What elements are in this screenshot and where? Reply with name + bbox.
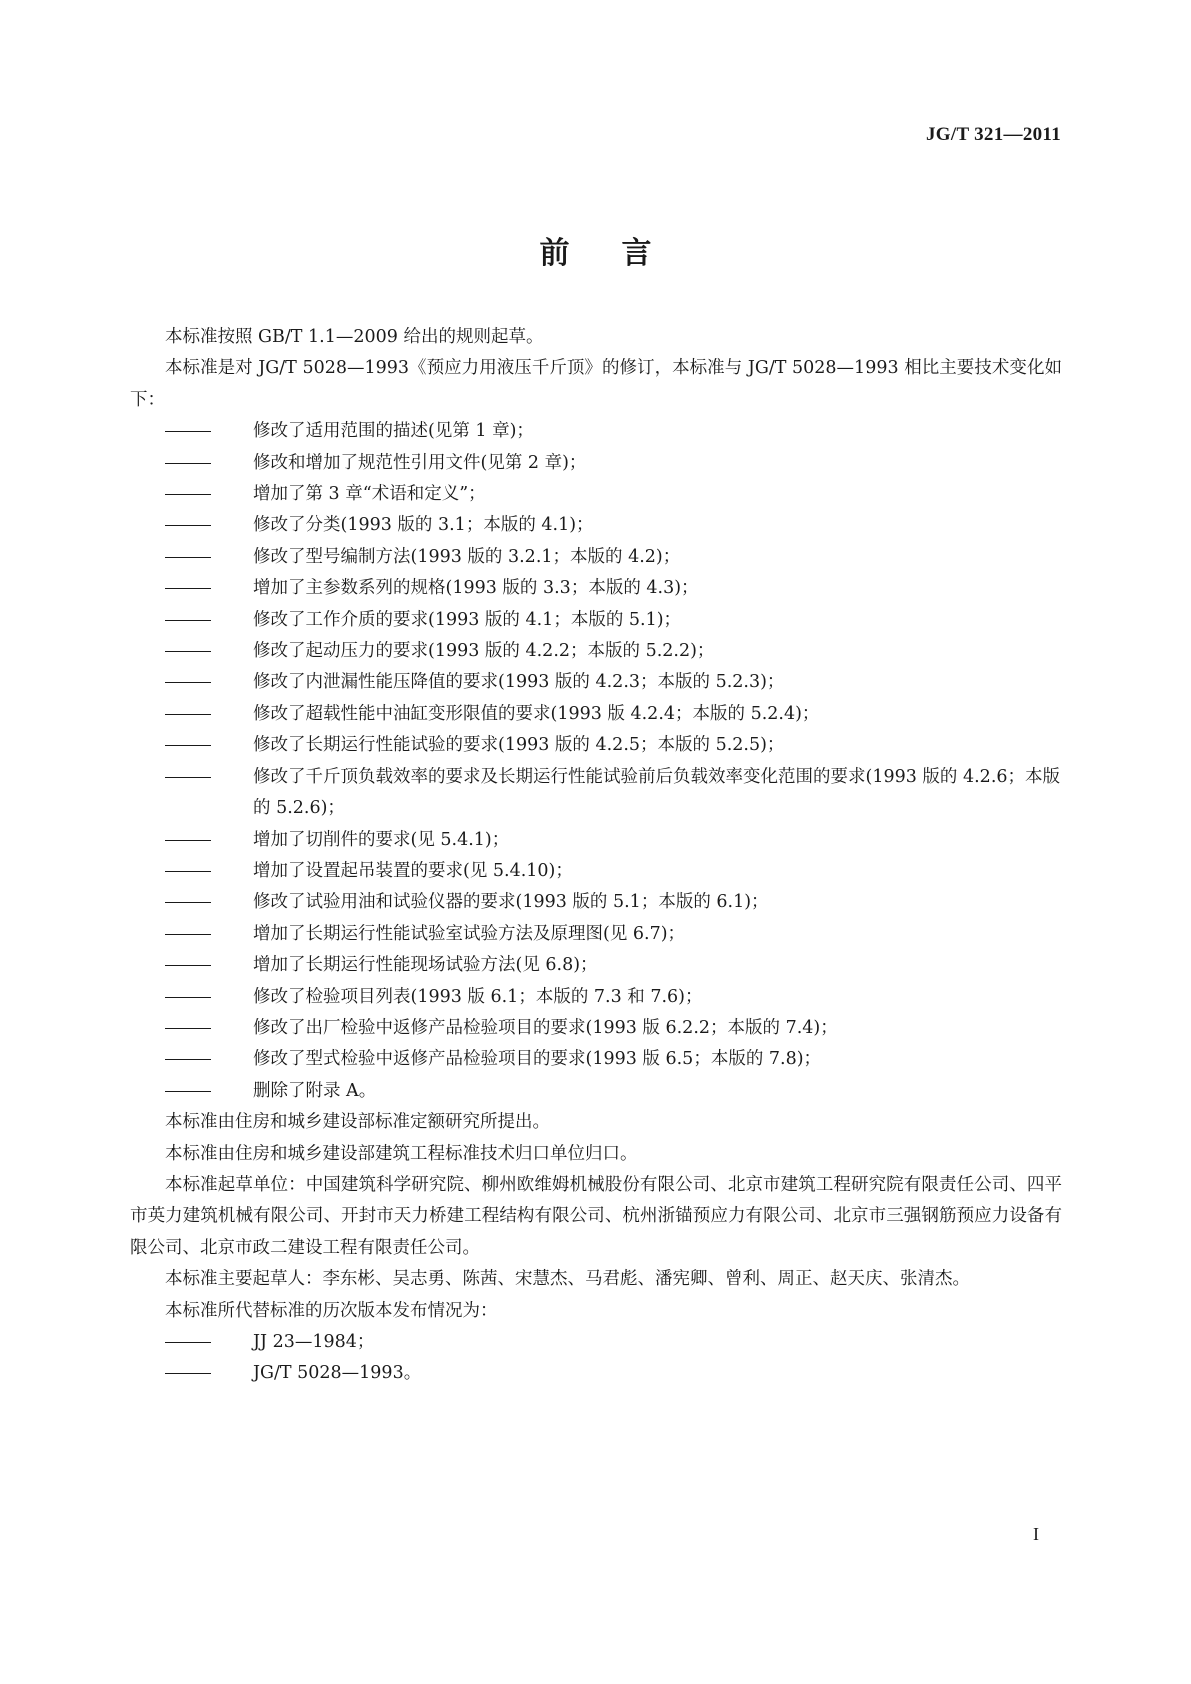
list-item: 修改了出厂检验中返修产品检验项目的要求(1993 版 6.2.2；本版的 7.4)； [130, 1013, 1062, 1044]
paragraph: 本标准由住房和城乡建设部建筑工程标准技术归口单位归口。 [165, 1143, 638, 1164]
changes-list [130, 416, 1062, 1107]
paragraph: 本标准起草单位：中国建筑科学研究院、柳州欧维姆机械股份有限公司、北京市建筑工程研究院有限责任公司、四平市英力建筑机械有限公司、开封市天力桥建工程结构有限公司、杭州浙锚预应力有限公司、北京市三强钢筋预应力设备有限公司、北京市政二建设工程有限责任公司。 [130, 1174, 1062, 1258]
paragraph: 本标准是对 JG/T 5028—1993《预应力用液压千斤顶》的修订，本标准与 JG/T 5028—1993 相比主要技术变化如下： [130, 358, 1062, 410]
dash-marker [165, 605, 253, 636]
dash-marker [165, 1044, 253, 1075]
list-item: 修改了分类(1993 版的 3.1；本版的 4.1)； [130, 510, 1062, 541]
dash-marker [165, 416, 253, 447]
list-item: 增加了第 3 章“术语和定义”； [130, 479, 1062, 510]
dash-marker [165, 762, 253, 793]
dash-marker [165, 667, 253, 698]
dash-marker [165, 982, 253, 1013]
list-item: 修改了超载性能中油缸变形限值的要求(1993 版 4.2.4；本版的 5.2.4)； [130, 699, 1062, 730]
previous-versions-list [130, 1327, 1062, 1390]
list-item: 增加了长期运行性能现场试验方法(见 6.8)； [130, 950, 1062, 981]
list-item: 增加了长期运行性能试验室试验方法及原理图(见 6.7)； [130, 919, 1062, 950]
dash-marker [165, 1358, 253, 1389]
dash-marker [165, 479, 253, 510]
dash-marker [165, 510, 253, 541]
dash-marker [165, 950, 253, 981]
dash-marker [165, 887, 253, 918]
dash-marker [165, 1013, 253, 1044]
list-item: JJ 23—1984； [130, 1327, 1062, 1358]
standard-code: JG/T 321—2011 [926, 124, 1061, 145]
paragraph: 本标准由住房和城乡建设部标准定额研究所提出。 [165, 1112, 550, 1133]
list-item: 修改了千斤顶负载效率的要求及长期运行性能试验前后负载效率变化范围的要求(1993 版的 4.2.6；本版的 5.2.6)； [130, 762, 1062, 825]
list-item: 修改了工作介质的要求(1993 版的 4.1；本版的 5.1)； [130, 605, 1062, 636]
list-item: 修改了长期运行性能试验的要求(1993 版的 4.2.5；本版的 5.2.5)； [130, 730, 1062, 761]
dash-marker [165, 825, 253, 856]
list-item: 修改了内泄漏性能压降值的要求(1993 版的 4.2.3；本版的 5.2.3)； [130, 667, 1062, 698]
list-item: 修改了适用范围的描述(见第 1 章)； [130, 416, 1062, 447]
paragraph: 本标准所代替标准的历次版本发布情况为： [165, 1300, 498, 1321]
dash-marker [165, 699, 253, 730]
dash-marker [165, 542, 253, 573]
dash-marker [165, 448, 253, 479]
dash-marker [165, 856, 253, 887]
list-item: 修改了起动压力的要求(1993 版的 4.2.2；本版的 5.2.2)； [130, 636, 1062, 667]
list-item: JG/T 5028—1993。 [130, 1358, 1062, 1389]
list-item: 修改了型号编制方法(1993 版的 3.2.1；本版的 4.2)； [130, 542, 1062, 573]
list-item: 删除了附录 A。 [130, 1076, 1062, 1107]
paragraph: 本标准按照 GB/T 1.1—2009 给出的规则起草。 [165, 327, 544, 347]
list-item: 增加了设置起吊装置的要求(见 5.4.10)； [130, 856, 1062, 887]
list-item: 修改了试验用油和试验仪器的要求(1993 版的 5.1；本版的 6.1)； [130, 887, 1062, 918]
list-item: 修改和增加了规范性引用文件(见第 2 章)； [130, 448, 1062, 479]
dash-marker [165, 636, 253, 667]
dash-marker [165, 1327, 253, 1358]
list-item: 修改了型式检验中返修产品检验项目的要求(1993 版 6.5；本版的 7.8)； [130, 1044, 1062, 1075]
list-item: 增加了切削件的要求(见 5.4.1)； [130, 825, 1062, 856]
dash-marker [165, 1076, 253, 1107]
dash-marker [165, 573, 253, 604]
paragraph: 本标准主要起草人：李东彬、吴志勇、陈茜、宋慧杰、马君彪、潘宪卿、曾利、周正、赵天庆、张清杰。 [165, 1269, 970, 1290]
dash-marker [165, 730, 253, 761]
list-item: 修改了检验项目列表(1993 版 6.1；本版的 7.3 和 7.6)； [130, 982, 1062, 1013]
page-title: 前言 [539, 236, 704, 271]
foreword-body [130, 322, 1062, 1390]
list-item: 增加了主参数系列的规格(1993 版的 3.3；本版的 4.3)； [130, 573, 1062, 604]
page-number: I [1033, 1524, 1039, 1544]
dash-marker [165, 919, 253, 950]
